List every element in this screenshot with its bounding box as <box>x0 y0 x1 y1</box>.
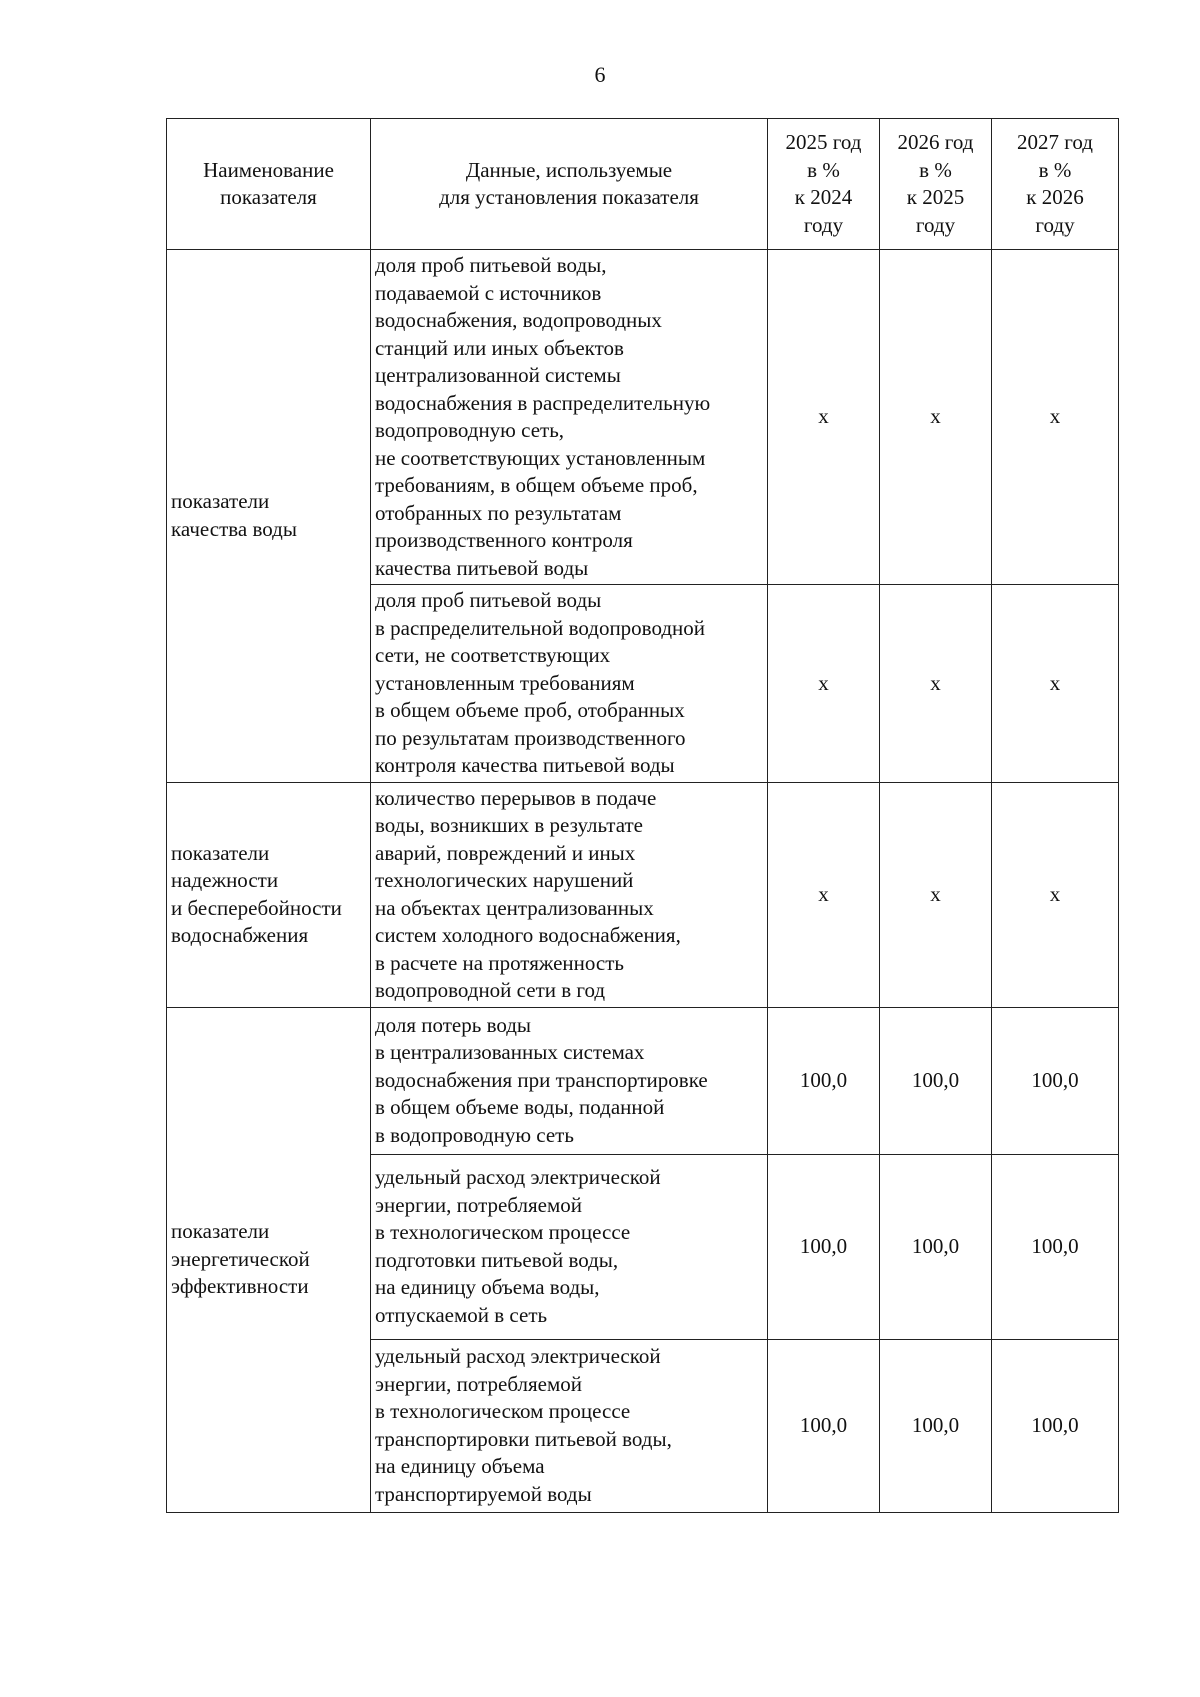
value-2026: 100,0 <box>880 1339 992 1512</box>
indicators-table <box>166 118 1119 1513</box>
value-2025: х <box>768 250 880 585</box>
value-2025: 100,0 <box>768 1339 880 1512</box>
value-2026: 100,0 <box>880 1007 992 1154</box>
value-2025: х <box>768 585 880 783</box>
value-2025: 100,0 <box>768 1007 880 1154</box>
value-2025: 100,0 <box>768 1154 880 1339</box>
value-2026: х <box>880 782 992 1007</box>
group-energy-efficiency: показатели энергетической эффективности <box>167 1007 371 1512</box>
value-2027: 100,0 <box>992 1007 1119 1154</box>
header-data-used: Данные, используемые для установления показателя <box>371 119 768 250</box>
value-2027: х <box>992 782 1119 1007</box>
header-2026: 2026 год в % к 2025 году <box>880 119 992 250</box>
row-description: доля проб питьевой воды, подаваемой с источников водоснабжения, водопроводных станций или иных объектов централизованной системы водоснабжения в распределительную водопроводную сеть, не соответствующих установленным требованиям, в общем объеме проб, отобранных по результатам производственного контроля качества питьевой воды <box>371 250 768 585</box>
header-2025: 2025 год в % к 2024 году <box>768 119 880 250</box>
row-description: количество перерывов в подаче воды, возникших в результате аварий, повреждений и иных технологических нарушений на объектах централизованных систем холодного водоснабжения, в расчете на протяженность водопроводной сети в год <box>371 782 768 1007</box>
table-row <box>167 1007 1119 1154</box>
value-2027: 100,0 <box>992 1339 1119 1512</box>
header-indicator-name: Наименование показателя <box>167 119 371 250</box>
page-number: 6 <box>594 62 606 87</box>
value-2025: х <box>768 782 880 1007</box>
table-header-row <box>167 119 1119 250</box>
value-2026: х <box>880 585 992 783</box>
group-reliability: показатели надежности и бесперебойности водоснабжения <box>167 782 371 1007</box>
value-2027: х <box>992 250 1119 585</box>
row-description: удельный расход электрической энергии, потребляемой в технологическом процессе транспортировки питьевой воды, на единицу объема транспортируемой воды <box>371 1339 768 1512</box>
row-description: удельный расход электрической энергии, потребляемой в технологическом процессе подготовки питьевой воды, на единицу объема воды, отпускаемой в сеть <box>371 1154 768 1339</box>
row-description: доля потерь воды в централизованных системах водоснабжения при транспортировке в общем объеме воды, поданной в водопроводную сеть <box>371 1007 768 1154</box>
header-2027: 2027 год в % к 2026 году <box>992 119 1119 250</box>
value-2026: 100,0 <box>880 1154 992 1339</box>
row-description: доля проб питьевой воды в распределительной водопроводной сети, не соответствующих установленным требованиям в общем объеме проб, отобранных по результатам производственного контроля качества питьевой воды <box>371 585 768 783</box>
value-2027: 100,0 <box>992 1154 1119 1339</box>
value-2027: х <box>992 585 1119 783</box>
group-water-quality: показатели качества воды <box>167 250 371 783</box>
table-row <box>167 782 1119 1007</box>
value-2026: х <box>880 250 992 585</box>
table-row <box>167 250 1119 585</box>
